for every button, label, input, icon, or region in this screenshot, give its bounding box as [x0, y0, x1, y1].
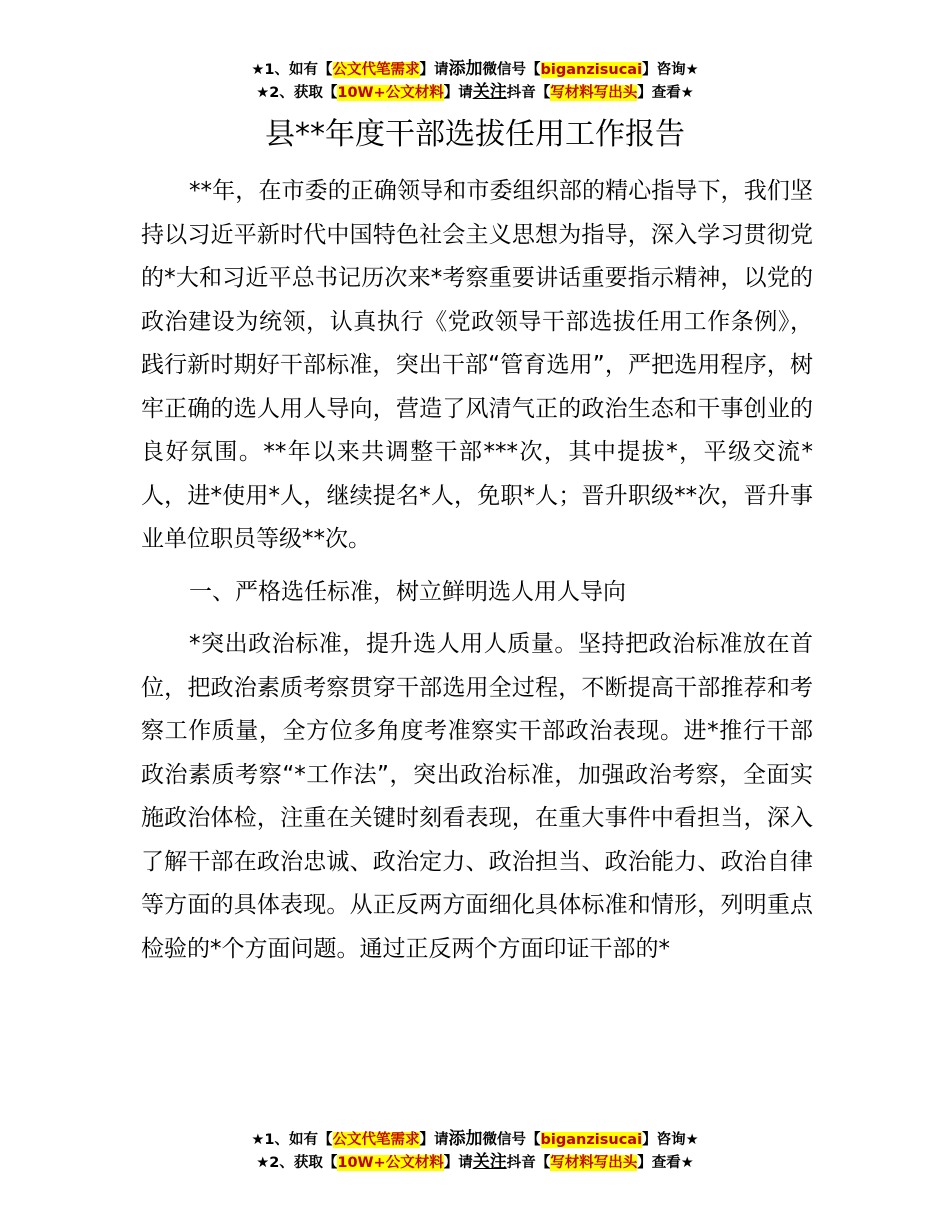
- header-banner: [0, 58, 950, 104]
- star-icon: ★: [251, 1132, 265, 1148]
- section-heading-1: 一、严格选任标准，树立鲜明选人用人导向: [189, 578, 626, 605]
- highlight-service: 公文代笔需求: [332, 1132, 420, 1148]
- highlight-materials: 10W+公文材料: [337, 1155, 444, 1171]
- document-title: 县**年度干部选拔任用工作报告: [265, 117, 685, 152]
- highlight-douyin: 写材料写出头: [550, 85, 638, 101]
- highlight-douyin: 写材料写出头: [550, 1155, 638, 1171]
- paragraph-political-standard: *突出政治标准，提升选人用人质量。坚持把政治标准放在首位，把政治素质考察贯穿干部选用全过程，不断提高干部推荐和考察工作质量，全方位多角度考准察实干部政治表现。进*推行干部政治素质考察“*工作法”，突出政治标准，加强政治考察，全面实施政治体检，注重在关键时刻看表现，在重大事件中看担当，深入了解干部在政治忠诚、政治定力、政治担当、政治能力、政治自律等方面的具体表现。从正反两方面细化具体标准和情形，列明重点检验的*个方面问题。通过正反两个方面印证干部的*: [141, 631, 813, 962]
- star-icon: ★: [256, 85, 270, 101]
- paragraph-intro: **年，在市委的正确领导和市委组织部的精心指导下，我们坚持以习近平新时代中国特色社会主义思想为指导，深入学习贯彻党的*大和习近平总书记历次来*考察重要讲话重要指示精神，以党的政治建设为统领，认真执行《党政领导干部选拔任用工作条例》，践行新时期好干部标准，突出干部“管育选用”，严把选用程序，树牢正确的选人用人导向，营造了风清气正的政治生态和干事创业的良好氛围。**年以来共调整干部***次，其中提拔*，平级交流*人，进*使用*人，继续提名*人，免职*人；晋升职级**次，晋升事业单位职员等级**次。: [141, 178, 813, 552]
- banner-line-1: ★1、如有【公文代笔需求】请添加微信号【biganzisucai】咨询★: [251, 1129, 699, 1149]
- document-body: [141, 170, 813, 971]
- highlight-wechat-id: biganzisucai: [540, 62, 643, 78]
- highlight-wechat-id: biganzisucai: [540, 1132, 643, 1148]
- highlight-materials: 10W+公文材料: [337, 85, 444, 101]
- banner-line-2: ★2、获取【10W+公文材料】请关注抖音【写材料写出头】查看★: [256, 1152, 694, 1172]
- banner-line-1: ★1、如有【公文代笔需求】请添加微信号【biganzisucai】咨询★: [251, 59, 699, 79]
- highlight-service: 公文代笔需求: [332, 62, 420, 78]
- footer-banner: [0, 1128, 950, 1174]
- banner-line-2: ★2、获取【10W+公文材料】请关注抖音【写材料写出头】查看★: [256, 82, 694, 102]
- star-icon: ★: [251, 62, 265, 78]
- star-icon: ★: [256, 1155, 270, 1171]
